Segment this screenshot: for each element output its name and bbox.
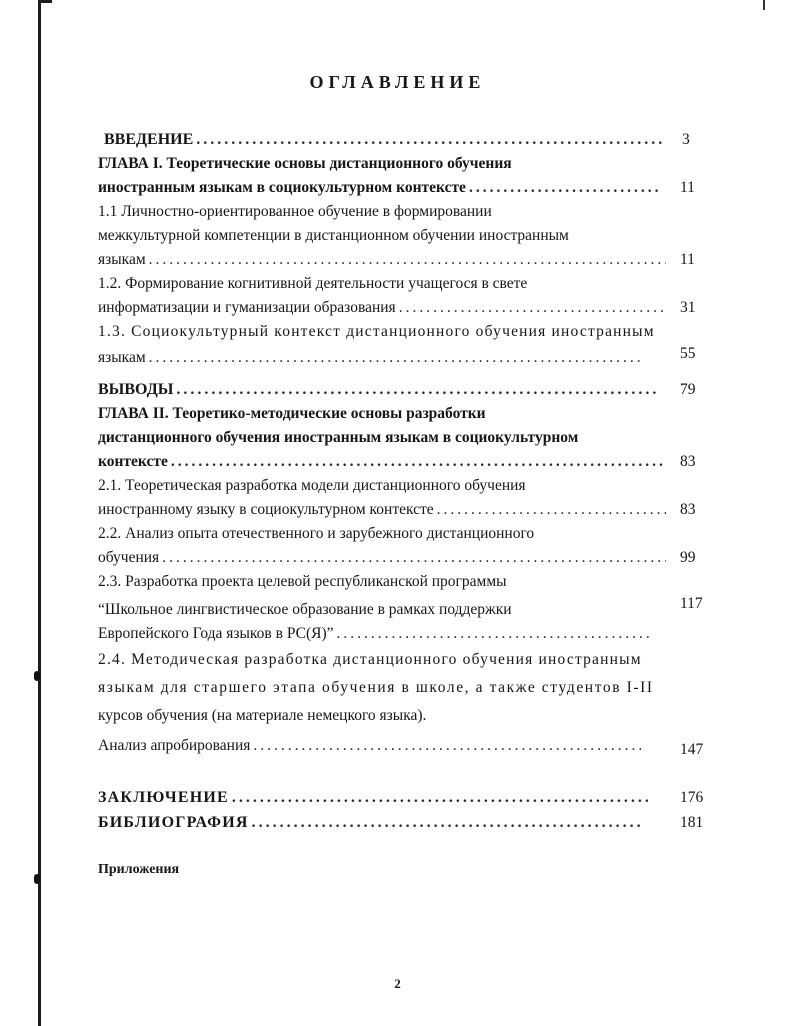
page-number: 2 xyxy=(394,976,401,991)
toc-entry-2-3-end[interactable]: Европейского Года языков в РС(Я)” ..... xyxy=(98,622,650,644)
scan-border-left xyxy=(38,0,41,1026)
toc-entry-1-3[interactable]: 1.3. Социокультурный контекст дистанционного обучения иностранным xyxy=(98,323,655,340)
scan-border-top xyxy=(38,0,52,3)
toc-page-number: 55 xyxy=(680,345,696,362)
toc-entry-chapter-2-cont[interactable]: дистанционного обучения иностранным языкам в социокультурном xyxy=(98,429,579,446)
toc-entry-1-1-end[interactable]: языкам ..... xyxy=(98,248,666,270)
toc-page-number: 11 xyxy=(680,179,695,196)
toc-entry-bibliography[interactable]: БИБЛИОГРАФИЯ ..... xyxy=(98,811,644,833)
binder-hole-mark xyxy=(34,671,40,681)
toc-entry-1-2-cont[interactable]: информатизации и гуманизации образования ..... xyxy=(98,296,666,318)
appendix-heading[interactable]: Приложения xyxy=(98,862,180,877)
toc-entry-1-3-end[interactable]: языкам ..... xyxy=(98,346,642,368)
toc-entry-2-4-end[interactable]: Анализ апробирования ..... xyxy=(98,734,644,756)
toc-entry-conclusions[interactable]: ВЫВОДЫ ..... xyxy=(98,378,656,400)
toc-entry-introduction[interactable]: ВВЕДЕНИЕ ..... xyxy=(104,128,666,150)
toc-entry-2-4[interactable]: 2.4. Методическая разработка дистанционного обучения иностранным xyxy=(98,651,642,668)
toc-entry-1-1-cont[interactable]: межкультурной компетенции в дистанционном обучении иностранным xyxy=(98,227,569,244)
toc-entry-1-1[interactable]: 1.1 Личностно-ориентированное обучение в формировании xyxy=(98,203,492,220)
binder-hole-mark xyxy=(34,874,40,884)
toc-page-number: 147 xyxy=(680,741,704,758)
toc-page-number: 181 xyxy=(680,814,704,831)
toc-entry-2-1-cont[interactable]: иностранному языку в социокультурном контексте ..... xyxy=(98,498,666,520)
toc-entry-2-2-cont[interactable]: обучения ..... xyxy=(98,546,666,568)
toc-page-number: 83 xyxy=(680,501,696,518)
toc-entry-2-3-cont[interactable]: “Школьное лингвистическое образование в рамках поддержки xyxy=(98,601,512,618)
toc-page-number: 83 xyxy=(680,453,696,470)
toc-entry-2-3[interactable]: 2.3. Разработка проекта целевой республиканской программы xyxy=(98,573,507,590)
toc-page-number: 117 xyxy=(680,595,703,612)
toc-page-number: 31 xyxy=(680,299,696,316)
toc-page-number: 99 xyxy=(680,549,696,566)
toc-entry-chapter-2-end[interactable]: контексте ..... xyxy=(98,450,666,472)
toc-page-number: 176 xyxy=(680,789,704,806)
toc-entry-closing[interactable]: ЗАКЛЮЧЕНИЕ ..... xyxy=(98,786,648,808)
toc-entry-2-4-cont[interactable]: языкам для старшего этапа обучения в школе, а также студентов I-II xyxy=(98,679,654,696)
toc-page-number: 79 xyxy=(680,381,696,398)
toc-entry-1-2[interactable]: 1.2. Формирование когнитивной деятельности учащегося в свете xyxy=(98,275,528,292)
toc-entry-2-2[interactable]: 2.2. Анализ опыта отечественного и зарубежного дистанционного xyxy=(98,525,535,542)
toc-entry-chapter-2[interactable]: ГЛАВА II. Теоретико-методические основы разработки xyxy=(98,405,486,422)
toc-page-number: 3 xyxy=(682,131,690,148)
toc-entry-2-1[interactable]: 2.1. Теоретическая разработка модели дистанционного обучения xyxy=(98,477,526,494)
page-title: ОГЛАВЛЕНИЕ xyxy=(309,72,486,92)
toc-entry-2-4-cont2[interactable]: курсов обучения (на материале немецкого языка). xyxy=(98,707,427,724)
scan-border-top-right xyxy=(763,0,765,10)
toc-page-number: 11 xyxy=(680,251,695,268)
toc-entry-chapter-1-cont[interactable]: иностранным языкам в социокультурном контексте ..... xyxy=(98,176,658,198)
toc-entry-chapter-1[interactable]: ГЛАВА I. Теоретические основы дистанционного обучения xyxy=(98,155,512,172)
